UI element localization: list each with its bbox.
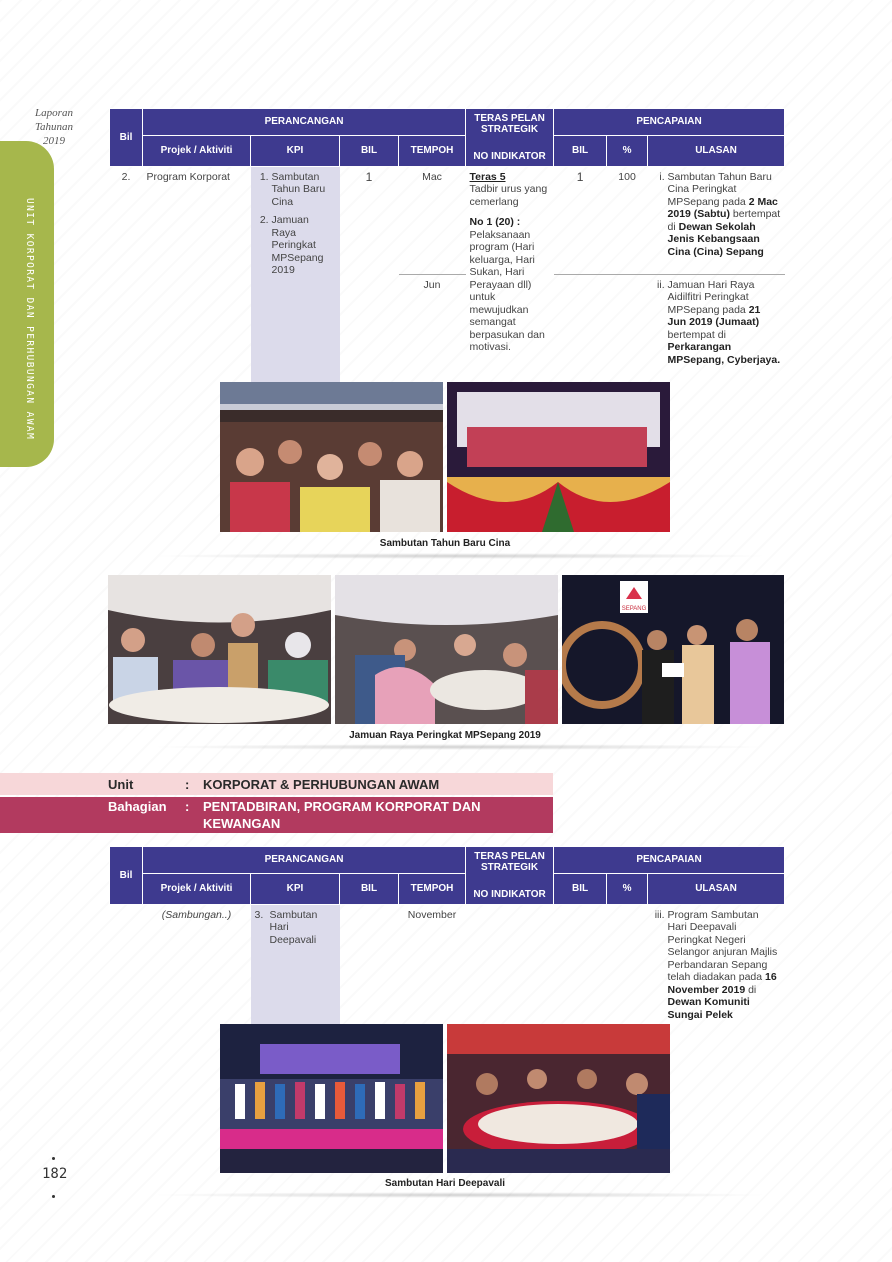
teras-text: Tadbir urus yang cemerlang [469, 183, 548, 208]
page-dot [52, 1157, 55, 1160]
photo-raya-table [108, 575, 331, 724]
header-percent: % [607, 135, 648, 166]
indikator-text: Pelaksanaan program (Hari keluarga, Hari Sukan, Hari Perayaan dll) untuk mewujudkan semangat berpasukan dan motivasi. [469, 228, 545, 353]
caption-cny: Sambutan Tahun Baru Cina [379, 538, 511, 549]
page-number: 182 [42, 1166, 68, 1182]
unit-value: KORPORAT & PERHUBUNGAN AWAM [203, 777, 440, 792]
ulasan-venue: Perkarangan MPSepang, Cyberjaya. [667, 341, 781, 366]
ulasan-venue: Dewan Komuniti Sungai Pelek [667, 996, 750, 1021]
header-bil-pencapaian: BIL [554, 873, 607, 904]
header-no-indikator: NO INDIKATOR [466, 135, 554, 166]
header-teras: TERAS PELAN STRATEGIK [466, 847, 554, 874]
photo-deepavali-group [220, 1024, 443, 1173]
header-kpi: KPI [251, 873, 340, 904]
header-ulasan: ULASAN [648, 135, 785, 166]
unit-label: Unit [108, 777, 134, 792]
photo-cny-stage [447, 382, 670, 532]
header-ulasan: ULASAN [648, 873, 785, 904]
tempoh-cell: Mac [422, 170, 442, 183]
bil-pencapaian-cell: 1 [576, 169, 584, 184]
ulasan-item [668, 171, 781, 259]
ulasan-date: 16 November 2019 [667, 971, 777, 996]
bil-cell: 1 [365, 169, 373, 184]
kpi-number: 3. [254, 908, 264, 921]
header-tempoh: TEMPOH [399, 135, 466, 166]
ulasan-cell [648, 274, 785, 384]
kpi-item: 2. Jamuan Raya Peringkat MPSepang 2019 [272, 214, 336, 277]
kpi-table-1 [109, 108, 785, 384]
photo-raya-guests [335, 575, 558, 724]
projek-cell: Program Korporat [146, 170, 230, 183]
ulasan-venue: Dewan Sekolah Jenis Kebangsaan Cina (Cina) Sepang [667, 220, 764, 258]
tempoh-cell: November [407, 908, 457, 921]
header-bil-col: BIL [340, 135, 399, 166]
bahagian-value-line1: PENTADBIRAN, PROGRAM KORPORAT DAN [203, 799, 481, 814]
kpi-table-2 [109, 846, 785, 1026]
photo-cny-crowd [220, 382, 443, 532]
bahagian-value-line2: KEWANGAN [203, 816, 281, 831]
header-tempoh: TEMPOH [399, 873, 466, 904]
header-bil-col: BIL [340, 873, 399, 904]
header-perancangan: PERANCANGAN [143, 847, 466, 874]
tempoh-cell: Jun [399, 274, 466, 384]
header-projek: Projek / Aktiviti [143, 135, 251, 166]
report-label-line1: Laporan [35, 107, 73, 119]
bahagian-colon: : [185, 799, 190, 814]
projek-cell: (Sambungan..) [161, 908, 232, 921]
ulasan-date: 21 Jun 2019 (Jumaat) [667, 303, 761, 328]
bahagian-banner [0, 797, 553, 833]
ulasan-cell [648, 166, 785, 274]
header-no-indikator: NO INDIKATOR [466, 873, 554, 904]
ulasan-date: 2 Mac 2019 (Sabtu) [667, 195, 778, 220]
report-label [28, 106, 80, 148]
photo-deepavali-dinner [447, 1024, 670, 1173]
report-label-line2: Tahunan [34, 121, 74, 133]
ulasan-text: di [745, 983, 757, 996]
caption-raya: Jamuan Raya Peringkat MPSepang 2019 [349, 730, 541, 741]
header-bil: Bil [110, 847, 143, 905]
kpi-cell [251, 166, 340, 384]
kpi-item: 1. Sambutan Tahun Baru Cina [272, 171, 336, 209]
teras-cell [466, 166, 554, 384]
ulasan-cell [648, 904, 785, 1026]
header-perancangan: PERANCANGAN [143, 109, 466, 136]
report-year: 2019 [43, 135, 65, 147]
percent-cell: 100 [618, 170, 636, 183]
kpi-item: Sambutan Hari Deepavali [269, 908, 318, 946]
header-pencapaian: PENCAPAIAN [554, 847, 785, 874]
page-dot [52, 1195, 55, 1198]
header-pencapaian: PENCAPAIAN [554, 109, 785, 136]
header-teras: TERAS PELAN STRATEGIK [466, 109, 554, 136]
ulasan-text: bertempat di [667, 208, 781, 233]
ulasan-item [668, 279, 781, 367]
ulasan-item [668, 909, 781, 1022]
ulasan-text: Jamuan Hari Raya Aidilfitri Peringkat MPSepang pada [667, 278, 755, 316]
side-section-title: UNIT KORPORAT DAN PERHUBUNGAN AWAM [24, 198, 35, 441]
header-percent: % [607, 873, 648, 904]
ulasan-text: Program Sambutan Hari Deepavali Peringkat Negeri Selangor anjuran Majlis Perbandaran Sepang telah diadakan pada [667, 908, 778, 983]
header-kpi: KPI [251, 135, 340, 166]
header-bil-pencapaian: BIL [554, 135, 607, 166]
caption-deepavali: Sambutan Hari Deepavali [384, 1178, 506, 1189]
row-number: 2. [121, 170, 131, 183]
unit-colon: : [185, 777, 190, 792]
header-projek: Projek / Aktiviti [143, 873, 251, 904]
teras-title: Teras 5 [469, 170, 506, 183]
indikator-title: No 1 (20) : [469, 216, 521, 228]
unit-banner [0, 773, 553, 795]
bahagian-label: Bahagian [108, 799, 167, 814]
photo-logo-text: SEPANG [621, 606, 647, 612]
kpi-cell [251, 904, 340, 1026]
ulasan-text: bertempat di [667, 328, 726, 341]
header-bil: Bil [110, 109, 143, 167]
photo-raya-ceremony [562, 575, 784, 724]
ulasan-text: Sambutan Tahun Baru Cina Peringkat MPSepang pada [667, 170, 772, 208]
